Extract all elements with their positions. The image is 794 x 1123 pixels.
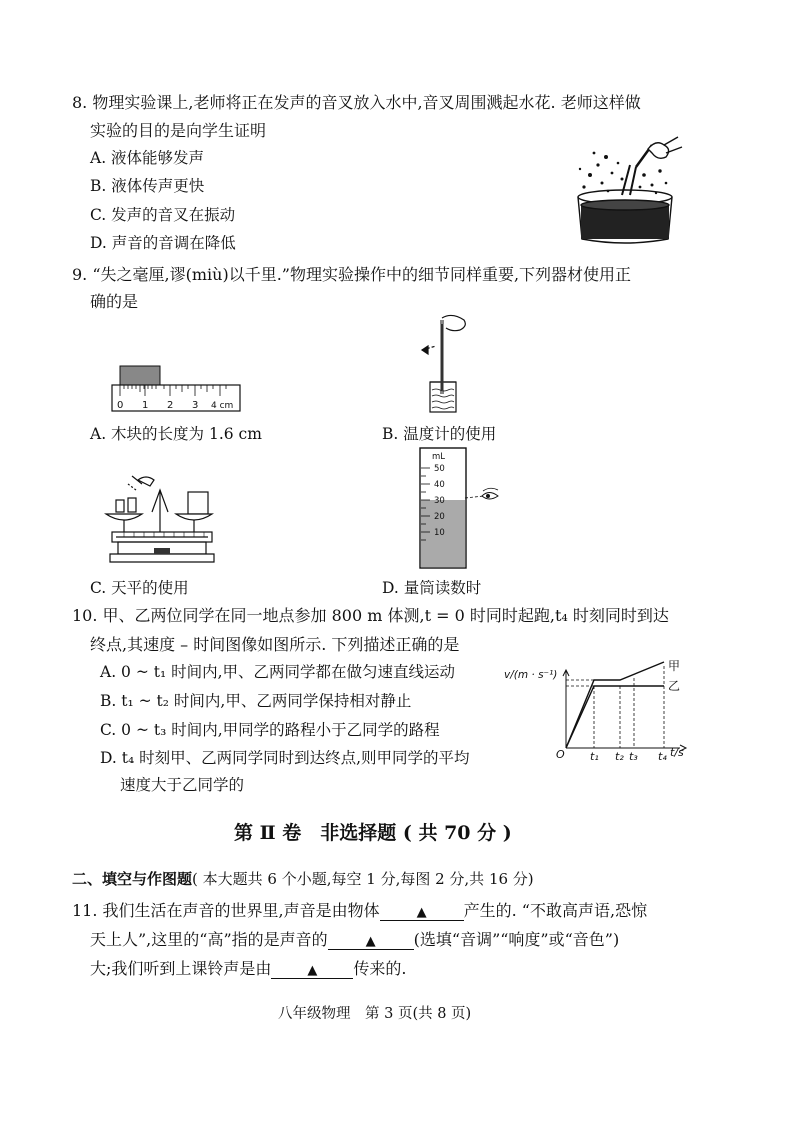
q11-line2-a: 天上人”,这里的“高”指的是声音的 [90, 930, 328, 949]
graph-tick-t3: t₃ [629, 750, 638, 762]
q11-blank-1[interactable]: ▲ [380, 906, 464, 921]
graduated-cylinder-figure [412, 446, 502, 570]
q11-line1-b: 产生的. “不敢高声语,恐惊 [463, 901, 648, 920]
balance-figure [102, 470, 224, 568]
cylinder-unit: mL [432, 452, 446, 462]
q10-stem-line2: 终点,其速度 – 时间图像如图所示. 下列描述正确的是 [90, 635, 460, 654]
q11-line1 [72, 898, 647, 921]
tuning-fork-water-figure [560, 135, 690, 245]
graph-tick-t1: t₁ [590, 750, 599, 762]
thermometer-figure [412, 314, 472, 416]
q9-option-b: B. 温度计的使用 [382, 425, 497, 443]
wood-block [120, 366, 160, 385]
ruler-block-figure [108, 364, 248, 416]
q10-option-d: D. t₄ 时刻甲、乙两同学同时到达终点,则甲同学的平均 [100, 749, 470, 767]
series-jia [566, 662, 664, 748]
ruler-tick-2: 2 [167, 400, 174, 411]
series-yi [566, 686, 664, 748]
cylinder-tick-10: 10 [434, 528, 445, 538]
cylinder-tick-40: 40 [434, 480, 445, 490]
q9-stem-line2: 确的是 [90, 292, 139, 311]
cylinder-tick-20: 20 [434, 512, 445, 522]
q8-option-c: C. 发声的音叉在振动 [90, 206, 236, 224]
part-2-heading [72, 868, 534, 889]
graph-origin: O [556, 748, 565, 761]
q10-option-c: C. 0 ~ t₃ 时间内,甲同学的路程小于乙同学的路程 [100, 721, 440, 739]
q8-stem-line2: 实验的目的是向学生证明 [90, 121, 267, 140]
ruler-tick-0: 0 [117, 400, 124, 411]
graph-ylabel: v/(m · s⁻¹) [504, 669, 558, 681]
graph-label-yi: 乙 [668, 679, 681, 693]
q11-blank-2[interactable]: ▲ [328, 935, 414, 950]
q11-line3 [90, 956, 407, 979]
graph-tick-t2: t₂ [615, 750, 624, 762]
velocity-time-graph [500, 656, 696, 762]
q10-option-d-cont: 速度大于乙同学的 [120, 776, 245, 794]
q8-option-b: B. 液体传声更快 [90, 177, 205, 195]
q8-option-d: D. 声音的音调在降低 [90, 234, 236, 252]
ruler-tick-3: 3 [192, 400, 199, 411]
q11-line1-a: 11. 我们生活在声音的世界里,声音是由物体 [72, 901, 380, 920]
q8-option-a: A. 液体能够发声 [90, 149, 205, 167]
ruler-tick-4: 4 cm [211, 401, 234, 411]
q9-option-c: C. 天平的使用 [90, 579, 189, 597]
ruler-tick-1: 1 [142, 400, 149, 411]
q9-stem-line1: 9. “失之毫厘,谬(miù)以千里.”物理实验操作中的细节同样重要,下列器材使用正 [72, 265, 632, 284]
cylinder-tick-30: 30 [434, 496, 445, 506]
q8-stem-line1: 8. 物理实验课上,老师将正在发声的音叉放入水中,音叉周围溅起水花. 老师这样做 [72, 93, 641, 112]
part-2-note: ( 本大题共 6 个小题,每空 1 分,每图 2 分,共 16 分) [192, 870, 534, 888]
section-2-title: 第 Ⅱ 卷 非选择题 ( 共 70 分 ) [234, 822, 512, 844]
q11-line3-a: 大;我们听到上课铃声是由 [90, 959, 272, 978]
page-footer: 八年级物理 第 3 页(共 8 页) [278, 1006, 472, 1022]
q9-option-d: D. 量筒读数时 [382, 579, 482, 597]
cylinder-tick-50: 50 [434, 464, 445, 474]
part-2-heading-text: 二、填空与作图题 [72, 870, 193, 888]
q11-line3-b: 传来的. [353, 959, 407, 978]
graph-xlabel: t/s [670, 746, 684, 759]
q10-option-a: A. 0 ~ t₁ 时间内,甲、乙两同学都在做匀速直线运动 [100, 663, 456, 681]
graph-tick-t4: t₄ [658, 750, 667, 762]
eye-icon [482, 488, 498, 499]
q11-line2-b: (选填“音调”“响度”或“音色”) [413, 930, 620, 949]
q9-option-a: A. 木块的长度为 1.6 cm [90, 425, 262, 443]
q10-option-b: B. t₁ ~ t₂ 时间内,甲、乙两同学保持相对静止 [100, 692, 412, 710]
graph-label-jia: 甲 [668, 659, 681, 673]
q11-blank-3[interactable]: ▲ [271, 964, 353, 979]
q10-stem-line1: 10. 甲、乙两位同学在同一地点参加 800 m 体测,t = 0 时同时起跑,t₄ 时刻同时到达 [72, 606, 669, 625]
q11-line2 [90, 927, 619, 950]
